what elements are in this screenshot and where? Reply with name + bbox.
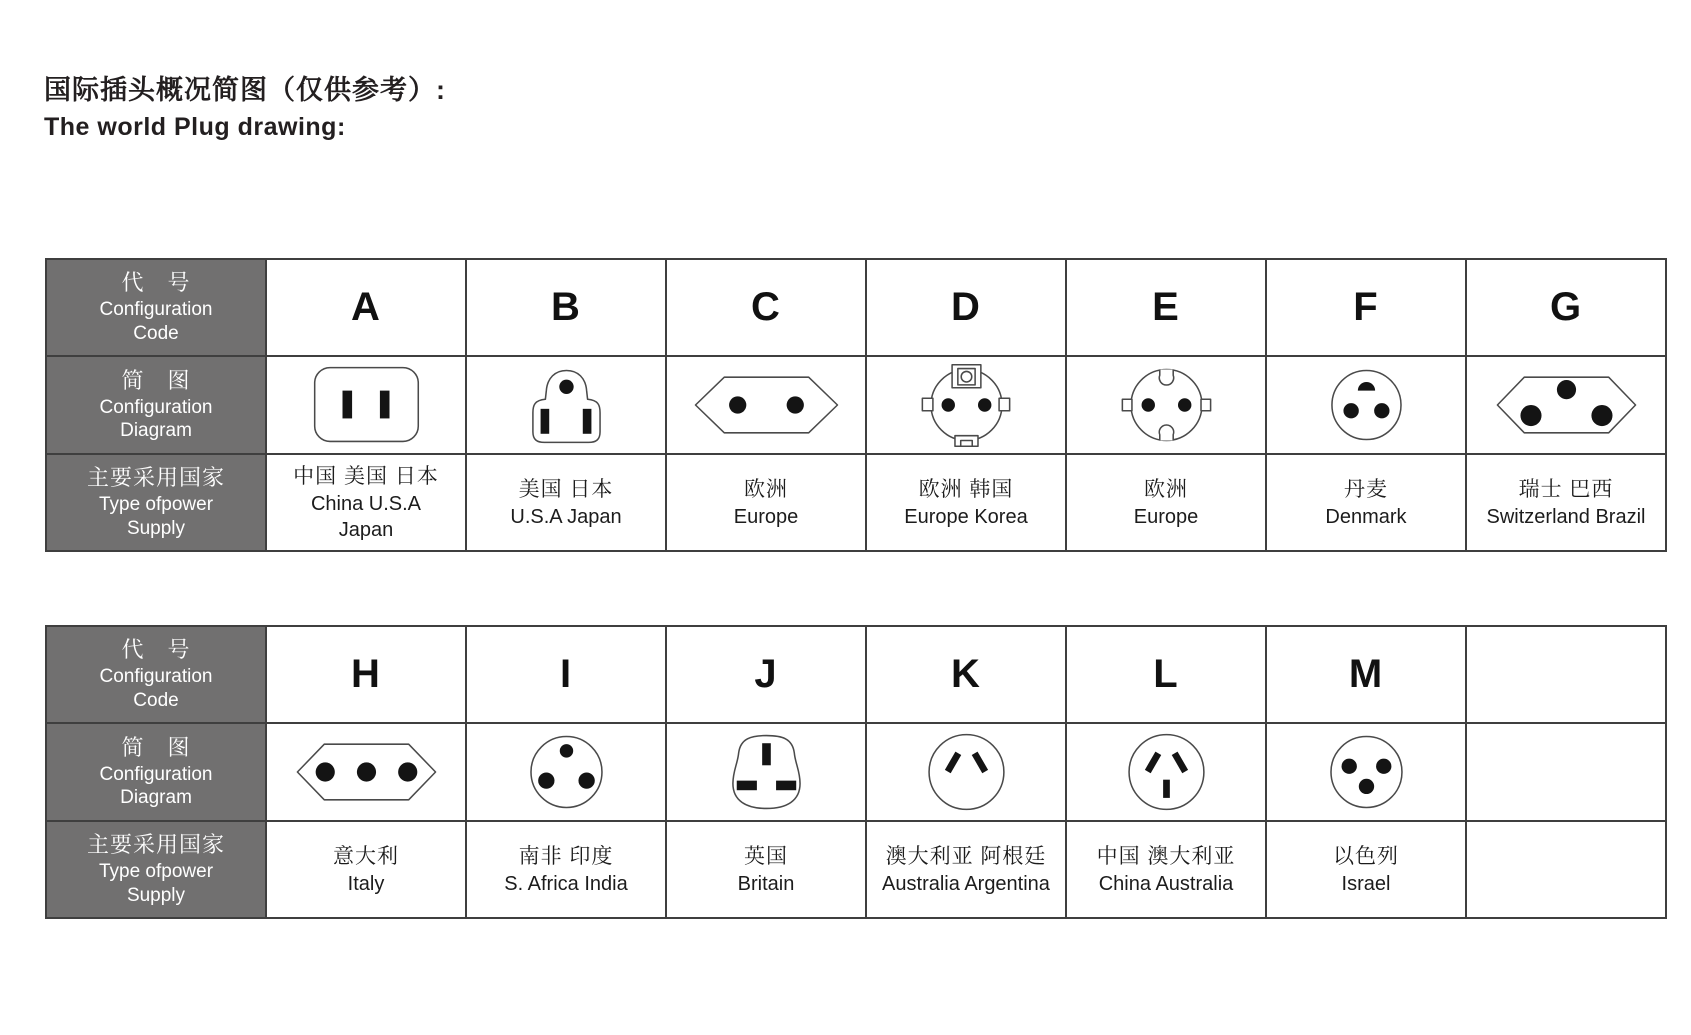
header-diagram-en: Configuration Diagram [99,396,213,442]
country-cell-d [867,455,1065,550]
country-cell-c [667,455,865,550]
row-header-column [47,627,267,917]
diagram-cell-h [267,724,465,822]
country-cell-k [867,822,1065,917]
country-cell-j [667,822,865,917]
code-cell-j [667,627,865,724]
country-cell-e [1067,455,1265,550]
country-zh: 英国 [744,844,788,868]
plug-table-1 [45,258,1667,552]
country-zh: 以色列 [1333,844,1399,868]
code-cell-g [1467,260,1665,357]
country-en: Europe Korea [904,506,1028,529]
country-en: Switzerland Brazil [1486,506,1646,529]
code-letter-l: L [1153,652,1179,696]
plug-column-d [867,260,1067,550]
page-title-en: The world Plug drawing: [44,113,346,141]
code-cell-c [667,260,865,357]
code-cell-h [267,627,465,724]
diagram-cell-b [467,357,665,455]
header-configuration-code [47,260,265,357]
country-en: Britain [737,873,795,896]
plug-k-icon [867,725,1065,819]
country-zh: 瑞士 巴西 [1518,477,1614,501]
empty-cell [1467,822,1665,917]
diagram-cell-l [1067,724,1265,822]
country-zh: 美国 日本 [518,477,614,501]
code-letter-c: C [751,285,781,329]
code-letter-m: M [1348,652,1384,696]
diagram-cell-j [667,724,865,822]
diagram-cell-d [867,357,1065,455]
code-cell-a [267,260,465,357]
country-en: Italy [347,873,385,896]
plug-column-c [667,260,867,550]
row-header-column [47,260,267,550]
header-code-en: Configuration Code [99,666,213,711]
country-zh: 中国 美国 日本 [293,464,439,488]
header-configuration-diagram [47,724,265,822]
plug-column-a [267,260,467,550]
plug-h-icon [267,725,465,819]
code-letter-g: G [1549,285,1583,329]
diagram-cell-e [1067,357,1265,455]
country-en: Australia Argentina [882,873,1050,896]
plug-column-j [667,627,867,917]
plug-m-icon [1267,725,1465,819]
code-cell-b [467,260,665,357]
plug-column-b [467,260,667,550]
code-letter-k: K [951,652,981,696]
plug-column-m [1267,627,1467,917]
plug-column-g [1467,260,1665,550]
header-configuration-diagram [47,357,265,455]
plug-f-icon [1267,358,1465,452]
country-cell-h [267,822,465,917]
plug-c-icon [667,358,865,452]
page-title-zh: 国际插头概况简图（仅供参考）: [44,75,446,105]
country-en: Europe [1133,506,1199,529]
diagram-cell-c [667,357,865,455]
country-zh: 欧洲 [1144,477,1188,501]
header-diagram-zh: 简 图 [121,367,191,393]
plug-e-icon [1067,358,1265,452]
code-letter-f: F [1353,285,1379,329]
country-en: S. Africa India [504,873,628,896]
code-cell-f [1267,260,1465,357]
country-en: U.S.A Japan [510,506,622,529]
country-en: Israel [1341,873,1391,896]
empty-column [1467,627,1665,917]
country-zh: 丹麦 [1344,477,1388,501]
header-code-en: Configuration Code [99,299,213,344]
code-letter-b: B [551,285,581,329]
code-cell-d [867,260,1065,357]
empty-cell [1467,724,1665,822]
country-zh: 欧洲 [744,477,788,501]
header-power-supply [47,822,265,917]
country-zh: 南非 印度 [518,844,614,868]
code-letter-j: J [754,652,778,696]
country-zh: 意大利 [333,844,399,868]
code-letter-a: A [351,285,381,329]
country-en: Denmark [1325,506,1407,529]
country-cell-g [1467,455,1665,550]
country-cell-b [467,455,665,550]
country-zh: 欧洲 韩国 [918,477,1014,501]
diagram-cell-g [1467,357,1665,455]
diagram-cell-a [267,357,465,455]
empty-cell [1467,627,1665,724]
country-cell-m [1267,822,1465,917]
page-title [44,68,446,142]
plug-i-icon [467,725,665,819]
header-power-supply [47,455,265,550]
plug-g-icon [1467,358,1665,452]
header-code-zh: 代 号 [121,637,191,663]
country-zh: 澳大利亚 阿根廷 [885,844,1047,868]
plug-l-icon [1067,725,1265,819]
country-en: China U.S.A Japan [310,493,422,542]
diagram-cell-f [1267,357,1465,455]
header-country-zh: 主要采用国家 [86,832,225,858]
code-cell-m [1267,627,1465,724]
header-country-en: Type ofpower Supply [98,494,214,539]
plug-column-e [1067,260,1267,550]
diagram-cell-k [867,724,1065,822]
header-code-zh: 代 号 [121,270,191,296]
plug-j-icon [667,725,865,819]
diagram-cell-m [1267,724,1465,822]
plug-column-k [867,627,1067,917]
plug-column-i [467,627,667,917]
country-cell-l [1067,822,1265,917]
country-cell-f [1267,455,1465,550]
code-cell-i [467,627,665,724]
plug-column-h [267,627,467,917]
code-letter-i: I [559,652,573,696]
country-cell-i [467,822,665,917]
plug-b-icon [467,358,665,452]
country-cell-a [267,455,465,550]
header-diagram-en: Configuration Diagram [99,763,213,809]
plug-column-f [1267,260,1467,550]
plug-a-icon [267,358,465,452]
plug-d-icon [867,358,1065,452]
code-cell-l [1067,627,1265,724]
code-cell-e [1067,260,1265,357]
code-letter-e: E [1152,285,1180,329]
country-en: China Australia [1098,873,1234,896]
plug-column-l [1067,627,1267,917]
code-cell-k [867,627,1065,724]
header-diagram-zh: 简 图 [121,734,191,760]
country-en: Europe [733,506,799,529]
country-zh: 中国 澳大利亚 [1096,844,1236,868]
diagram-cell-i [467,724,665,822]
header-configuration-code [47,627,265,724]
header-country-en: Type ofpower Supply [98,861,214,906]
header-country-zh: 主要采用国家 [86,465,225,491]
code-letter-d: D [951,285,981,329]
plug-table-2 [45,625,1667,919]
code-letter-h: H [351,652,381,696]
